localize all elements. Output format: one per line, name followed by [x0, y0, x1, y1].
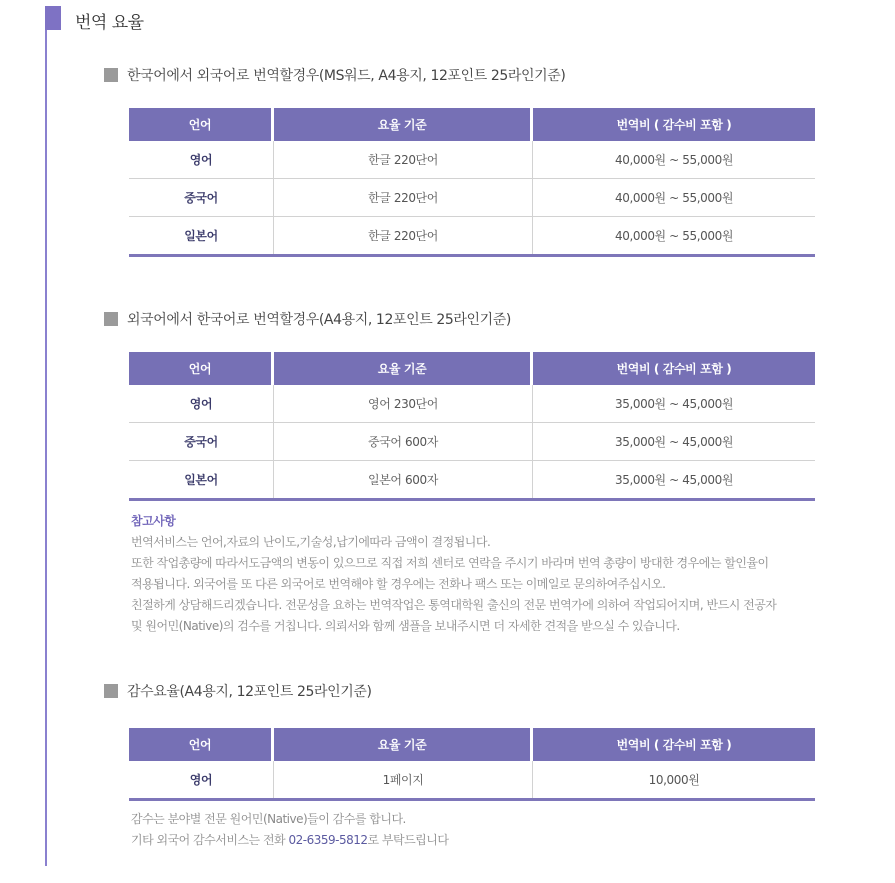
cell-fee: 35,000원 ~ 45,000원 — [614, 473, 734, 487]
header-language: 언어 — [129, 352, 274, 385]
table-header-row — [129, 352, 815, 385]
rate-table-foreign-to-ko — [129, 352, 815, 501]
table-header-row — [129, 108, 815, 141]
cell-language: 영어 — [129, 761, 274, 798]
reference-notes — [131, 511, 821, 637]
contact-suffix: 로 부탁드립니다 — [367, 833, 449, 847]
header-criteria: 요율 기준 — [274, 352, 533, 385]
section-heading-foreign-to-ko — [104, 309, 511, 329]
header-criteria: 요율 기준 — [274, 728, 533, 761]
header-fee: 번역비 ( 감수비 포함 ) — [533, 728, 815, 761]
cell-fee: 40,000원 ~ 55,000원 — [533, 141, 815, 179]
left-accent-bar — [45, 6, 47, 866]
table-row — [129, 385, 815, 423]
header-language: 언어 — [129, 108, 274, 141]
rate-table-ko-to-foreign — [129, 108, 815, 257]
table-row — [129, 179, 815, 217]
cell-fee: 35,000원 ~ 45,000원 — [533, 423, 815, 461]
cell-criteria: 한글 220단어 — [274, 217, 533, 254]
cell-criteria: 1페이지 — [274, 761, 533, 798]
notes-line: 번역서비스는 언어,자료의 난이도,기술성,납기에따라 금액이 결정됩니다. — [131, 535, 491, 549]
bullet-square-icon — [104, 312, 118, 326]
proofread-notes — [131, 809, 821, 851]
proofread-note-contact — [131, 830, 821, 851]
table-header-row — [129, 728, 815, 761]
notes-line: 적용됩니다. 외국어를 또 다른 외국어로 번역해야 할 경우에는 전화나 팩스 또는 이메일로 문의하여주십시오. — [131, 577, 666, 591]
cell-fee: 40,000원 ~ 55,000원 — [533, 179, 815, 217]
header-criteria: 요율 기준 — [274, 108, 533, 141]
cell-language: 일본어 — [129, 461, 274, 498]
table-row — [129, 761, 815, 798]
cell-language: 영어 — [129, 385, 274, 423]
proofread-note-line: 감수는 분야별 전문 원어민(Native)들이 감수를 합니다. — [131, 812, 406, 826]
phone-number: 02-6359-5812 — [288, 833, 368, 847]
table-row — [129, 141, 815, 179]
section-heading-proofreading — [104, 681, 372, 701]
cell-criteria: 중국어 600자 — [274, 423, 533, 461]
cell-criteria: 한글 220단어 — [274, 179, 533, 217]
cell-criteria: 일본어 600자 — [274, 461, 533, 498]
cell-language: 일본어 — [129, 217, 274, 254]
notes-title: 참고사항 — [131, 514, 176, 528]
bullet-square-icon — [104, 68, 118, 82]
page-title: 번역 요율 — [75, 13, 144, 33]
cell-language: 중국어 — [129, 423, 274, 461]
rate-table-proofreading — [129, 728, 815, 801]
cell-language: 중국어 — [129, 179, 274, 217]
section-heading-text: 한국어에서 외국어로 번역할경우(MS워드, A4용지, 12포인트 25라인기준) — [127, 68, 566, 84]
cell-fee: 40,000원 ~ 55,000원 — [614, 229, 734, 243]
header-language: 언어 — [129, 728, 274, 761]
notes-line: 친절하게 상담해드리겠습니다. 전문성을 요하는 번역작업은 통역대학원 출신의 전문 번역가에 의하여 작업되어지며, 반드시 전공자 — [131, 598, 777, 612]
cell-criteria: 한글 220단어 — [274, 141, 533, 179]
notes-line: 및 원어민(Native)의 검수를 거칩니다. 의뢰서와 함께 샘플을 보내주시면 더 자세한 견적을 받으실 수 있습니다. — [131, 619, 680, 633]
notes-line: 또한 작업총량에 따라서도금액의 변동이 있으므로 직접 저희 센터로 연락을 주시기 바라며 번역 총량이 방대한 경우에는 할인율이 — [131, 556, 769, 570]
section-heading-text: 외국어에서 한국어로 번역할경우(A4용지, 12포인트 25라인기준) — [127, 312, 511, 328]
table-row — [129, 461, 815, 498]
section-heading-text: 감수요율(A4용지, 12포인트 25라인기준) — [127, 684, 372, 700]
cell-criteria: 영어 230단어 — [274, 385, 533, 423]
contact-prefix: 기타 외국어 감수서비스는 전화 — [131, 833, 289, 847]
bullet-square-icon — [104, 684, 118, 698]
header-fee: 번역비 ( 감수비 포함 ) — [533, 352, 815, 385]
left-accent-block — [45, 6, 61, 30]
table-row — [129, 217, 815, 254]
cell-language: 영어 — [129, 141, 274, 179]
header-fee: 번역비 ( 감수비 포함 ) — [533, 108, 815, 141]
cell-fee: 10,000원 — [648, 773, 700, 787]
table-row — [129, 423, 815, 461]
section-heading-ko-to-foreign — [104, 65, 565, 85]
cell-fee: 35,000원 ~ 45,000원 — [533, 385, 815, 423]
